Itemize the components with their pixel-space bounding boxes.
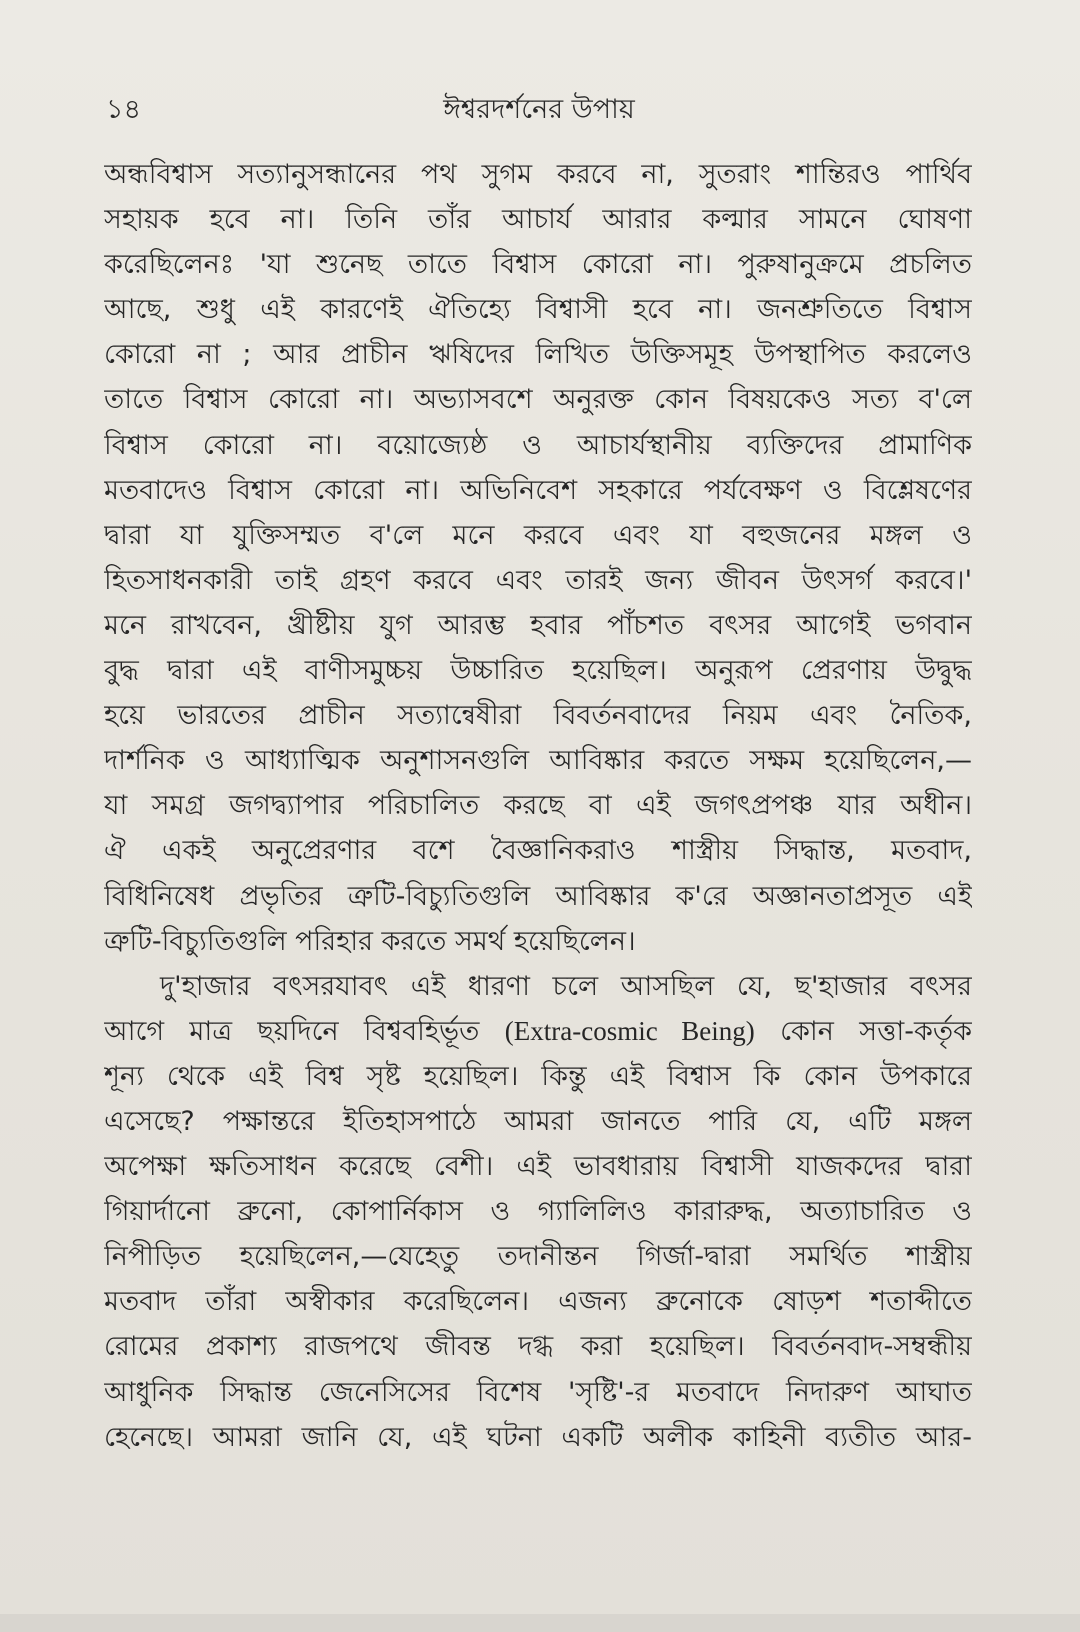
text-line: বিধিনিষেধ প্রভৃতির ত্রুটি-বিচ্যুতিগুলি আবিষ্কার ক'রে অজ্ঞানতাপ্রসূত এই: [104, 880, 972, 912]
text-line: বিশ্বাস কোরো না। বয়োজ্যেষ্ঠ ও আচার্যস্থানীয় ব্যক্তিদের প্রামাণিক: [104, 429, 972, 461]
text-line: দ্বারা যা যুক্তিসম্মত ব'লে মনে করবে এবং যা বহুজনের মঙ্গল ও: [104, 519, 972, 551]
text-line: অন্ধবিশ্বাস সত্যানুসন্ধানের পথ সুগম করবে না, সুতরাং শান্তিরও পার্থিব: [104, 159, 972, 190]
text-line: এসেছে? পক্ষান্তরে ইতিহাসপাঠে আমরা জানতে পারি যে, এটি মঙ্গল: [104, 1105, 972, 1137]
text-line: গিয়ার্দানো ব্রুনো, কোপার্নিকাস ও গ্যালিলিও কারারুদ্ধ, অত্যাচারিত ও: [104, 1196, 972, 1228]
text-line: ত্রুটি-বিচ্যুতিগুলি পরিহার করতে সমর্থ হয়েছিলেন।: [104, 925, 636, 957]
text-line: মতবাদেও বিশ্বাস কোরো না। অভিনিবেশ সহকারে পর্যবেক্ষণ ও বিশ্লেষণের: [104, 474, 972, 506]
body-text: [104, 152, 972, 1460]
text-line: নিপীড়িত হয়েছিলেন,—যেহেতু তদানীন্তন গির্জা-দ্বারা সমর্থিত শাস্ত্রীয়: [104, 1241, 972, 1273]
text-segment: কোন সত্তা-কর্তৃক: [754, 1015, 972, 1047]
text-line: [104, 1009, 972, 1054]
text-line: হয়ে ভারতের প্রাচীন সত্যান্বেষীরা বিবর্তনবাদের নিয়ম এবং নৈতিক,: [104, 700, 972, 732]
text-line: আছে, শুধু এই কারণেই ঐতিহ্যে বিশ্বাসী হবে না। জনশ্রুতিতে বিশ্বাস: [104, 294, 972, 326]
text-line: তাতে বিশ্বাস কোরো না। অভ্যাসবশে অনুরক্ত কোন বিষয়কেও সত্য ব'লে: [104, 384, 972, 416]
page-number: ১৪: [106, 94, 142, 125]
text-line: আধুনিক সিদ্ধান্ত জেনেসিসের বিশেষ 'সৃষ্টি'-র মতবাদে নিদারুণ আঘাত: [104, 1376, 972, 1408]
text-line: সহায়ক হবে না। তিনি তাঁর আচার্য আরার কল্মার সামনে ঘোষণা: [104, 204, 972, 236]
text-line: মনে রাখবেন, খ্রীষ্টীয় যুগ আরম্ভ হবার পাঁচশত বৎসর আগেই ভগবান: [104, 609, 972, 641]
page-header: [106, 92, 972, 136]
text-line: করেছিলেনঃ 'যা শুনেছ তাতে বিশ্বাস কোরো না। পুরুষানুক্রমে প্রচলিত: [104, 249, 972, 281]
text-line: রোমের প্রকাশ্য রাজপথে জীবন্ত দগ্ধ করা হয়েছিল। বিবর্তনবাদ-সম্বন্ধীয়: [104, 1331, 972, 1363]
text-line: শূন্য থেকে এই বিশ্ব সৃষ্ট হয়েছিল। কিন্তু এই বিশ্বাস কি কোন উপকারে: [104, 1060, 972, 1092]
text-line: বুদ্ধ দ্বারা এই বাণীসমুচ্চয় উচ্চারিত হয়েছিল। অনুরূপ প্রেরণায় উদ্বুদ্ধ: [104, 655, 972, 687]
text-segment: আগে মাত্র ছয়দিনে বিশ্ববহির্ভূত: [104, 1015, 505, 1047]
text-line: যা সমগ্র জগদ্ব্যাপার পরিচালিত করছে বা এই জগৎপ্রপঞ্চ যার অধীন।: [104, 790, 972, 822]
text-line: হিতসাধনকারী তাই গ্রহণ করবে এবং তারই জন্য জীবন উৎসর্গ করবে।': [104, 564, 972, 596]
text-line: মতবাদ তাঁরা অস্বীকার করেছিলেন। এজন্য ব্রুনোকে ষোড়শ শতাব্দীতে: [104, 1286, 972, 1318]
latin-term: (Extra-cosmic Being): [504, 1015, 755, 1046]
running-title: ঈশ্বরদর্শনের উপায়: [443, 94, 635, 125]
text-line: কোরো না ; আর প্রাচীন ঋষিদের লিখিত উক্তিসমূহ উপস্থাপিত করলেও: [104, 339, 972, 371]
text-line: দার্শনিক ও আধ্যাত্মিক অনুশাসনগুলি আবিষ্কার করতে সক্ষম হয়েছিলেন,—: [104, 745, 972, 777]
page-bottom-edge: [0, 1614, 1080, 1632]
text-line: অপেক্ষা ক্ষতিসাধন করেছে বেশী। এই ভাবধারায় বিশ্বাসী যাজকদের দ্বারা: [104, 1151, 972, 1183]
text-line: ঐ একই অনুপ্রেরণার বশে বৈজ্ঞানিকরাও শাস্ত্রীয় সিদ্ধান্ত, মতবাদ,: [104, 835, 972, 867]
text-line: হেনেছে। আমরা জানি যে, এই ঘটনা একটি অলীক কাহিনী ব্যতীত আর-: [104, 1421, 972, 1453]
text-line: দু'হাজার বৎসরযাবৎ এই ধারণা চলে আসছিল যে, ছ'হাজার বৎসর: [160, 970, 972, 1002]
